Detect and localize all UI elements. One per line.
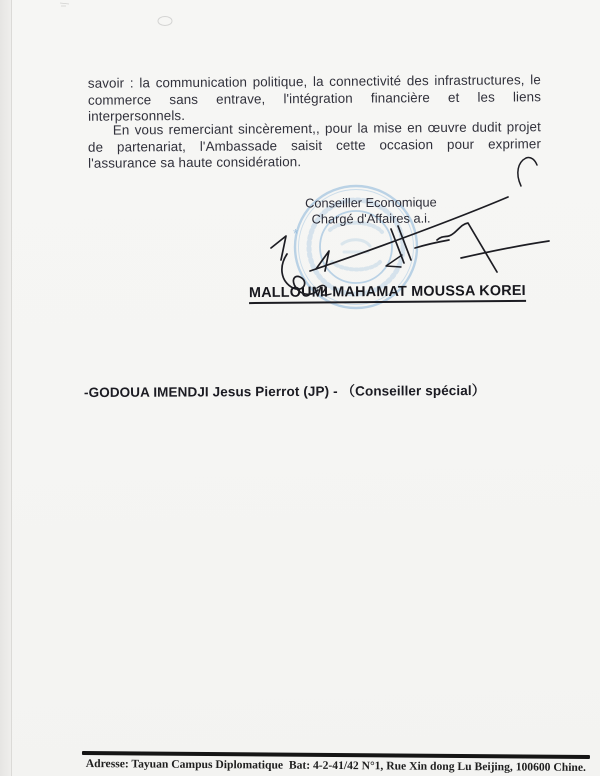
footer-address: Adresse: Tayuan Campus Diplomatique Bat: 4-2-41/42 N°1, Rue Xin dong Lu Beijing, 100600 Chine. bbox=[85, 757, 586, 774]
signatory-name: MALLOUMI MAHAMAT MOUSSA KOREI bbox=[249, 283, 526, 304]
signatory-title-line-1: Conseiller Economique bbox=[305, 194, 437, 211]
body-paragraph-1: savoir : la communication politique, la connectivité des infrastructures, le commerce sans entrave, l'intégration financière et les liens interpersonnels. bbox=[87, 72, 542, 125]
body-paragraph-2: En vous remerciant sincèrement,, pour la mise en œuvre dudit projet de partenariat, l'Ambassade saisit cette occasion pour exprimer l'assurance sa haute considération. bbox=[87, 119, 542, 172]
stamp-star-icon: * bbox=[293, 226, 299, 241]
pen-mark bbox=[518, 157, 537, 186]
scan-edge-shadow bbox=[0, 0, 12, 776]
signatory-title-line-2: Chargé d'Affaires a.i. bbox=[311, 210, 431, 227]
special-adviser-line: -GODOUA IMENDJI Jesus Pierrot (JP) - （Conseiller spécial） bbox=[83, 382, 486, 401]
